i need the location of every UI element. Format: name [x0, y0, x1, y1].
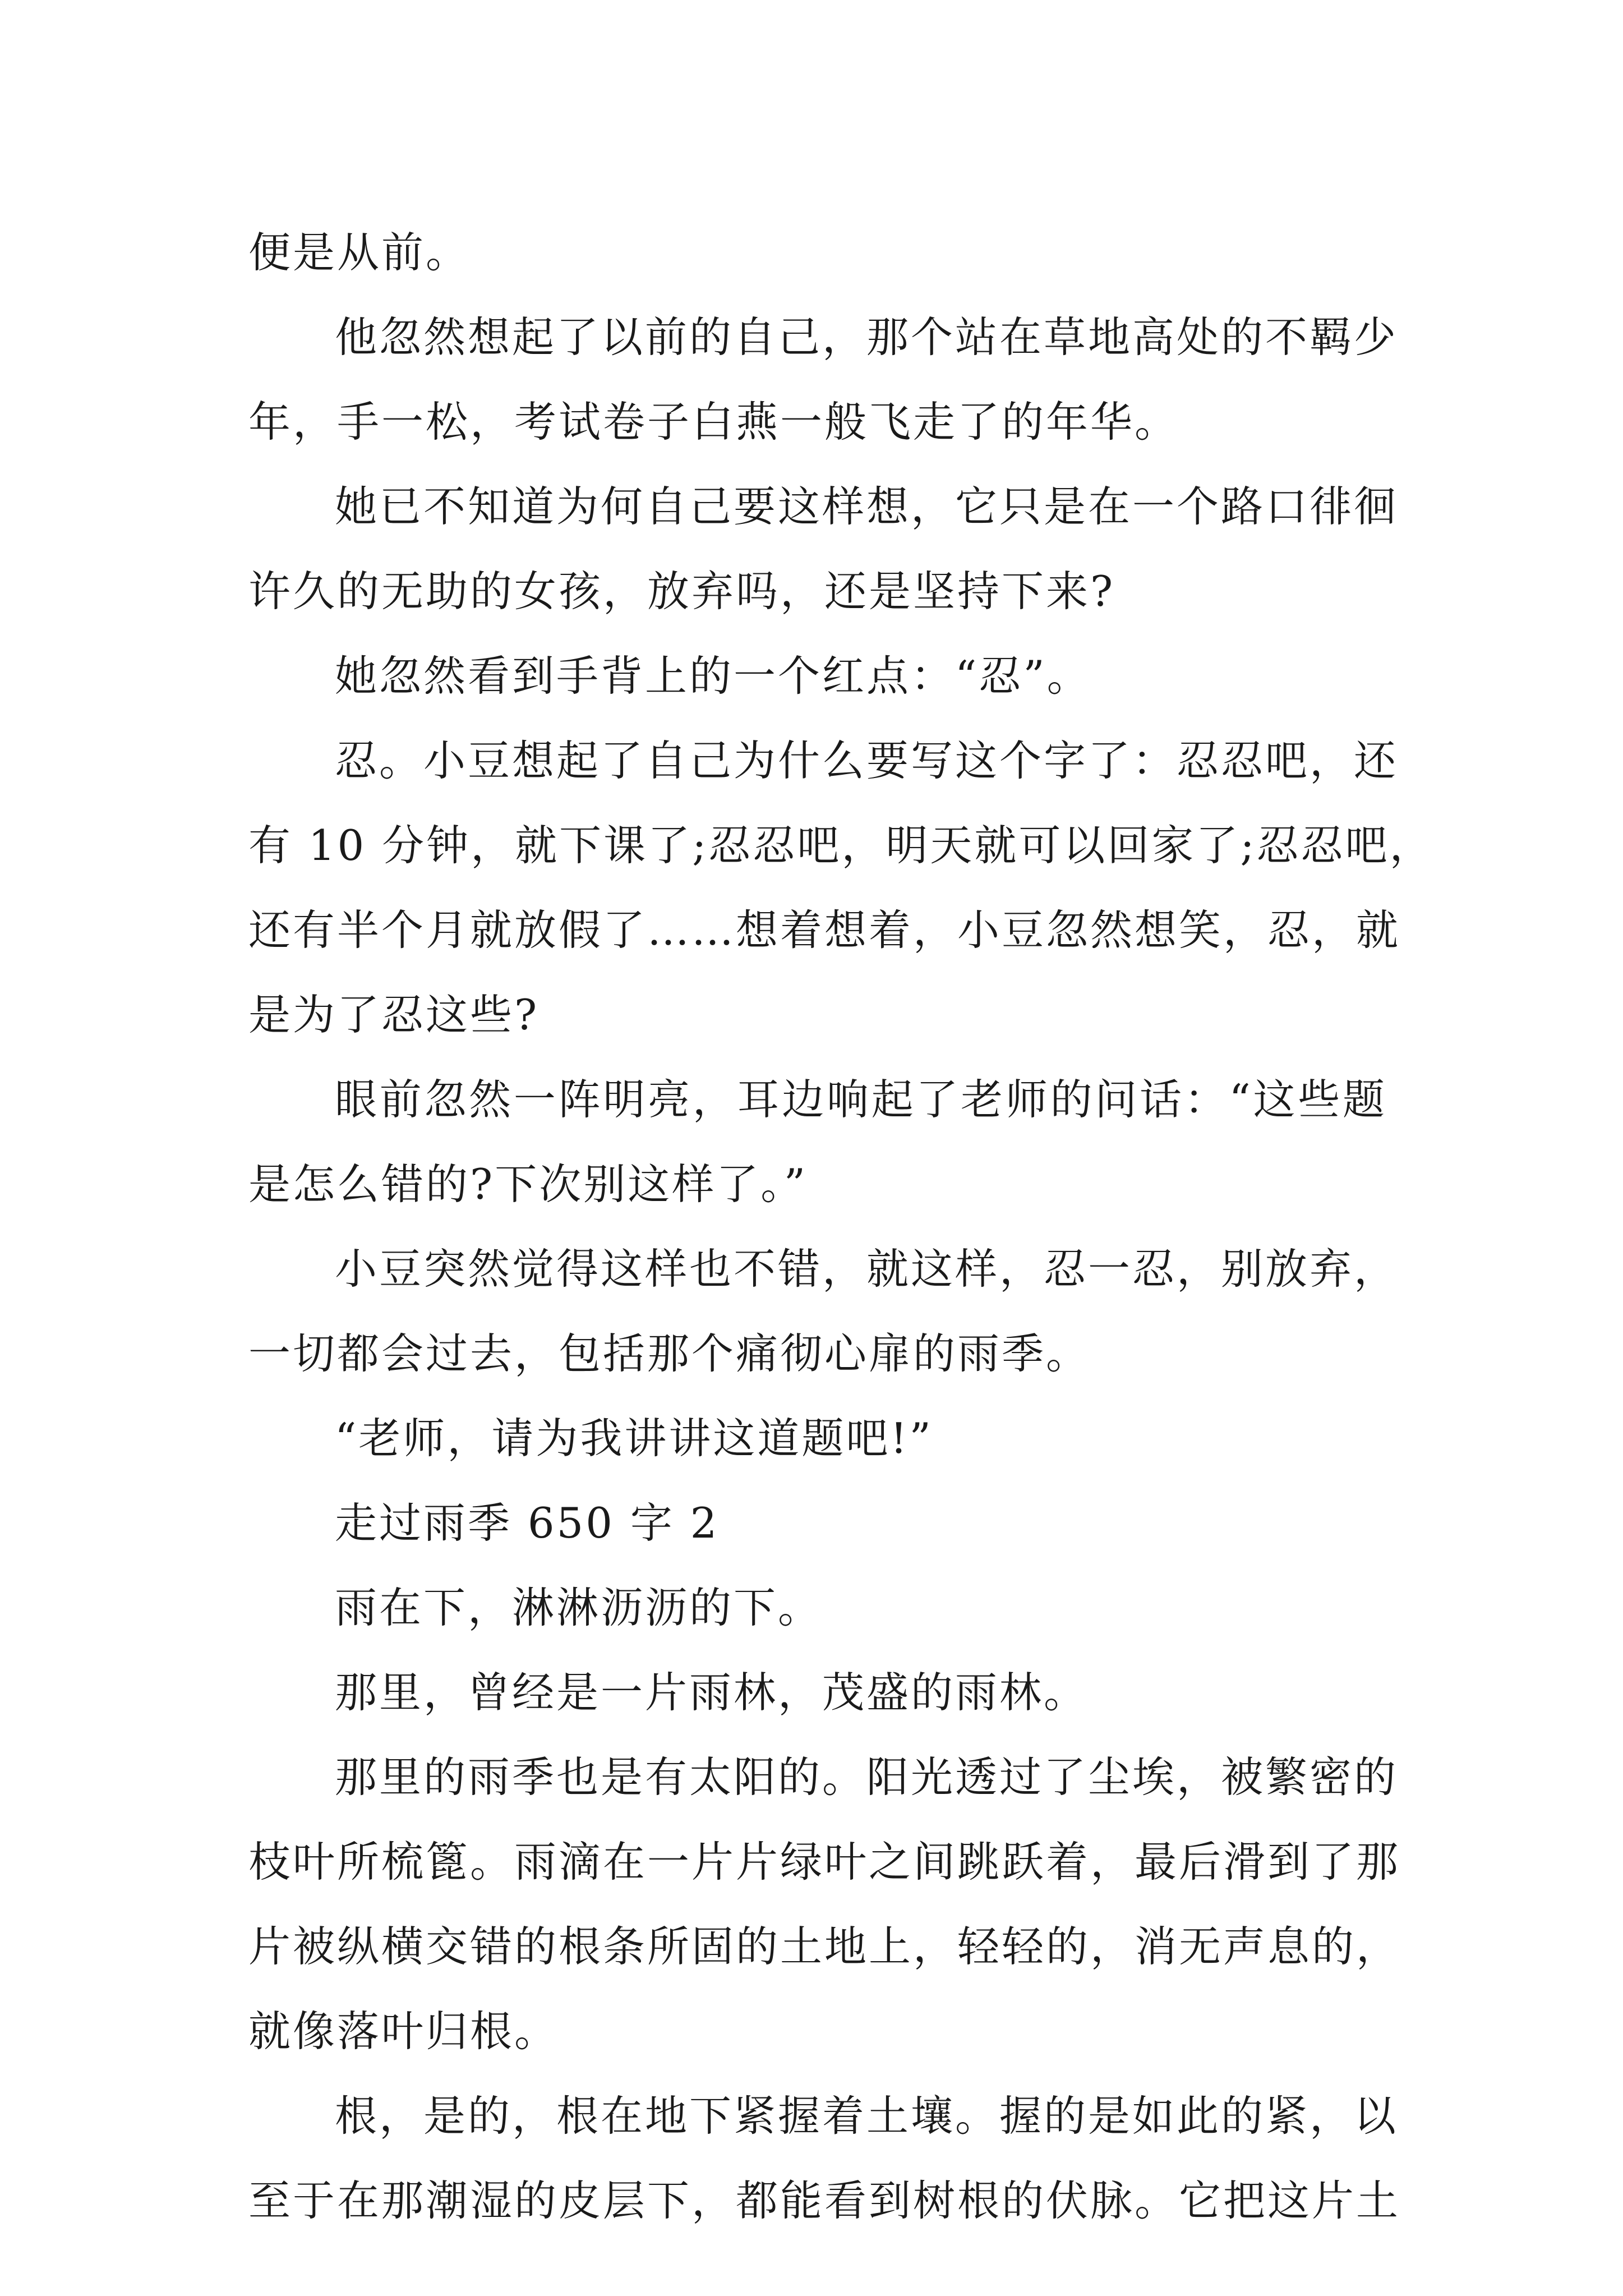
- paragraph-line: 就像落叶归根。: [248, 2007, 559, 2056]
- paragraph-line: 那里的雨季也是有太阳的。阳光透过了尘埃，被繁密的: [335, 1752, 1399, 1802]
- paragraph-line: 有 10 分钟，就下课了;忍忍吧，明天就可以回家了;忍忍吧，: [248, 821, 1434, 870]
- paragraph: [248, 719, 1434, 1057]
- paragraph-line: 忍。小豆想起了自己为什么要写这个字了：忍忍吧，还: [335, 736, 1399, 785]
- paragraph-line: 一切都会过去，包括那个痛彻心扉的雨季。: [248, 1329, 1091, 1378]
- paragraph: [248, 1566, 1387, 1650]
- paragraph-line: 还有半个月就放假了……想着想着，小豆忽然想笑，忍，就: [248, 905, 1401, 955]
- paragraph-line: 眼前忽然一阵明亮，耳边响起了老师的问话：“这些题: [335, 1075, 1387, 1124]
- paragraph-line: 至于在那潮湿的皮层下，都能看到树根的伏脉。它把这片土: [248, 2176, 1401, 2225]
- paragraph-line: 便是从前。: [248, 228, 471, 277]
- paragraph-line: 她忽然看到手背上的一个红点：“忍”。: [335, 651, 1091, 701]
- paragraph: [248, 1057, 1387, 1227]
- paragraph-line: 是为了忍这些?: [248, 990, 540, 1039]
- paragraph-line: 他忽然想起了以前的自己，那个站在草地高处的不羁少: [335, 312, 1399, 362]
- paragraph-line: 小豆突然觉得这样也不错，就这样，忍一忍，别放弃，: [335, 1244, 1399, 1294]
- paragraph-line: 年，手一松，考试卷子白燕一般飞走了的年华。: [248, 397, 1179, 447]
- paragraph-line: 那里，曾经是一片雨林，茂盛的雨林。: [335, 1668, 1089, 1717]
- paragraph: [248, 1396, 1387, 1481]
- paragraph-line: 走过雨季 650 字 2: [335, 1498, 720, 1548]
- paragraph: [248, 295, 1399, 464]
- paragraph-line: 枝叶所梳篦。雨滴在一片片绿叶之间跳跃着，最后滑到了那: [248, 1837, 1401, 1887]
- paragraph: [248, 1481, 1387, 1566]
- paragraph: [248, 464, 1399, 634]
- paragraph: [248, 1735, 1401, 2074]
- body-text: [248, 210, 1434, 2243]
- paragraph: [248, 210, 1387, 295]
- paragraph: [248, 1227, 1399, 1396]
- paragraph-line: “老师，请为我讲讲这道题吧!”: [335, 1414, 933, 1463]
- paragraph-line: 根，是的，根在地下紧握着土壤。握的是如此的紧，以: [335, 2091, 1399, 2141]
- paragraph-line: 片被纵横交错的根条所固的土地上，轻轻的，消无声息的，: [248, 1922, 1401, 1971]
- paragraph-line: 雨在下，淋淋沥沥的下。: [335, 1583, 823, 1632]
- paragraph-line: 她已不知道为何自己要这样想，它只是在一个路口徘徊: [335, 482, 1399, 531]
- paragraph-line: 是怎么错的?下次别这样了。”: [248, 1159, 808, 1209]
- paragraph: [248, 1650, 1387, 1735]
- paragraph-line: 许久的无助的女孩，放弃吗，还是坚持下来?: [248, 567, 1115, 616]
- paragraph: [248, 2074, 1401, 2243]
- paragraph: [248, 634, 1387, 719]
